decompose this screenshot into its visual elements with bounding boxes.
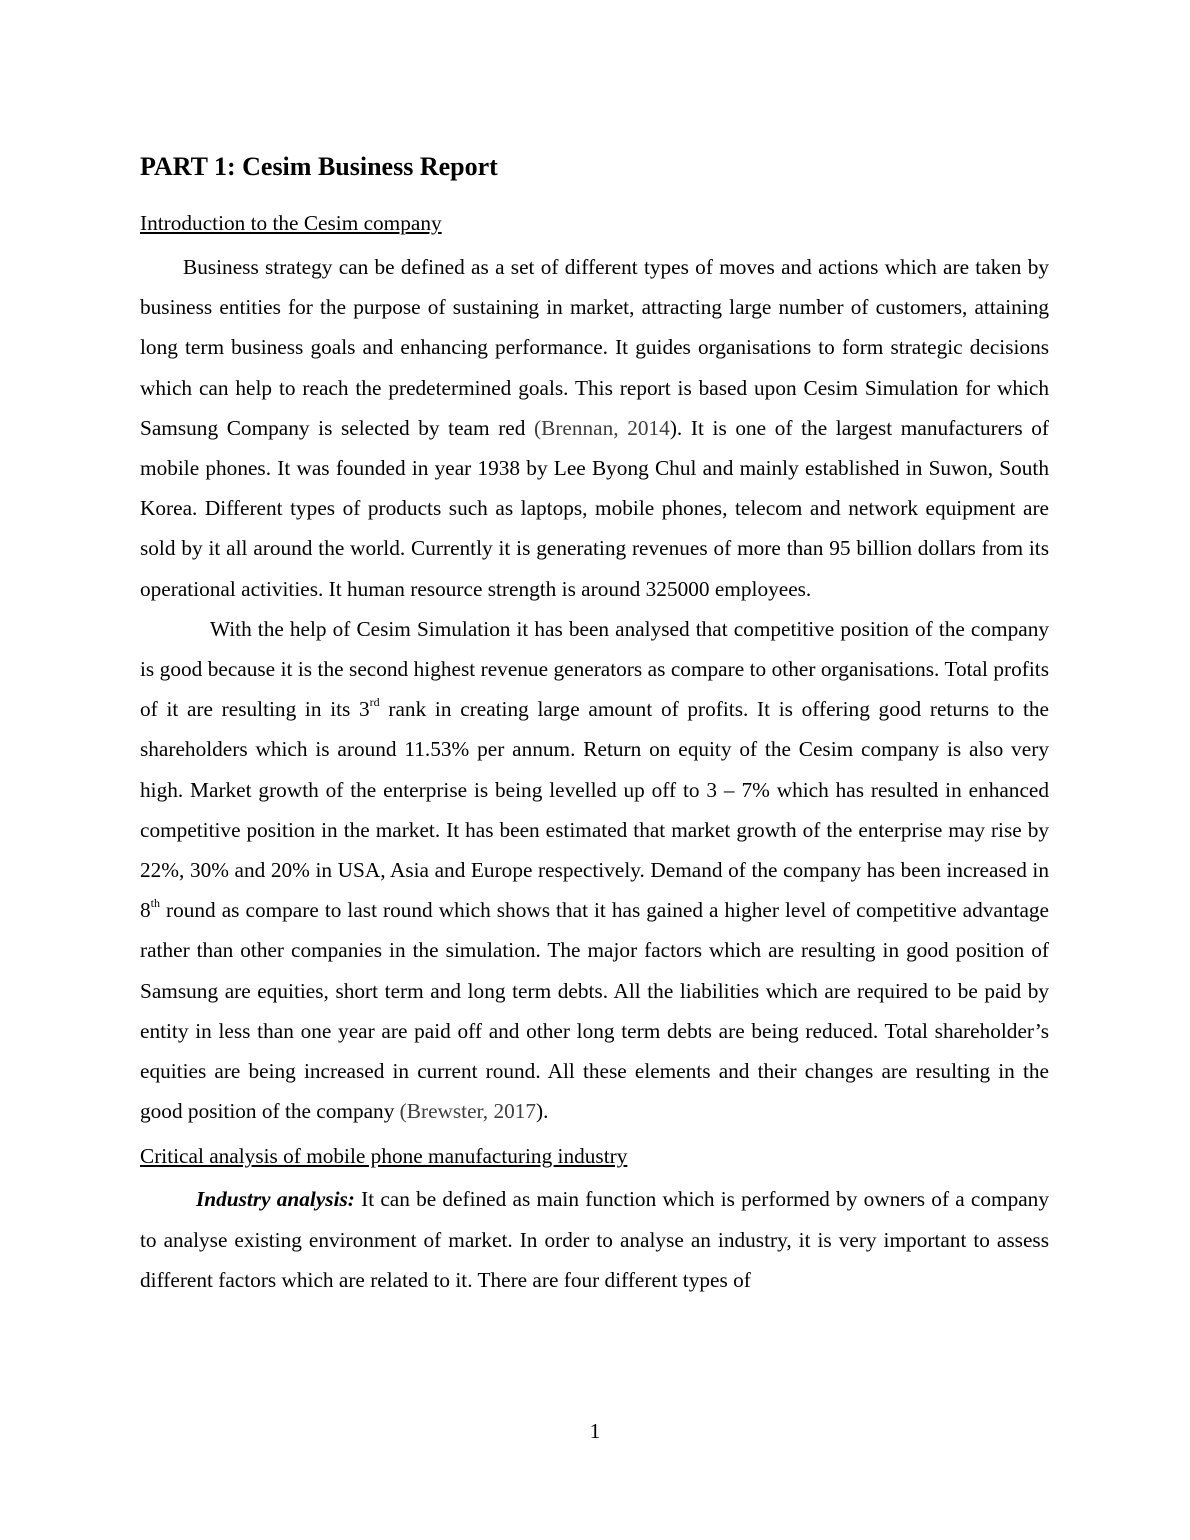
paragraph-industry-analysis bbox=[140, 1179, 1049, 1300]
citation-paren: ( bbox=[399, 1099, 407, 1124]
term-industry-analysis: Industry analysis: bbox=[196, 1187, 355, 1212]
ordinal-suffix: th bbox=[150, 896, 160, 911]
section-heading-introduction: Introduction to the Cesim company bbox=[140, 211, 442, 235]
paragraph-text: With the help of Cesim Simulation it has been analysed that competitive position of the company is good because it is the second highest revenue generators as compare to other organisations. Total profits of it are resulting in its 3 bbox=[140, 616, 1049, 722]
paragraph-text: ). It is one of the largest manufacturers of mobile phones. It was founded in year 1938 by Lee Byong Chul and mainly established in Suwon, South Korea. Different types of products such as laptops, mobile phones, telecom and network equipment are sold by it all around the world. Currently it is generating revenues of more than 95 billion dollars from its operational activities. It human resource strength is around 325000 employees. bbox=[140, 415, 1049, 601]
paragraph-business-strategy bbox=[140, 247, 1049, 609]
citation-brennan: Brennan, 2014 bbox=[541, 415, 670, 440]
paragraph-text: Business strategy can be defined as a set of different types of moves and actions which are taken by business entities for the purpose of sustaining in market, attracting large number of customers, attaining long term business goals and enhancing performance. It guides organisations to form strategic decisions which can help to reach the predetermined goals. This report is based upon Cesim Simulation for which Samsung Company is selected by team red bbox=[140, 255, 1049, 440]
paragraph-competitive-position bbox=[140, 609, 1049, 1132]
paragraph-text: rank in creating large amount of profits. It is offering good returns to the shareholders which is around 11.53% per annum. Return on equity of the Cesim company is also very high. Market growth of the enterprise is being levelled up off to 3 – 7% which has resulted in enhanced competitive position in the market. It has been estimated that market growth of the enterprise may rise by 22%, 30% and 20% in USA, Asia and Europe respectively. Demand of the company has been increased in 8 bbox=[140, 697, 1049, 923]
citation-close: ). bbox=[536, 1099, 549, 1124]
section-heading-critical-analysis: Critical analysis of mobile phone manufacturing industry bbox=[140, 1144, 628, 1169]
page-number: 1 bbox=[589, 1419, 601, 1443]
page-title: PART 1: Cesim Business Report bbox=[140, 152, 498, 181]
paragraph-text: It can be defined as main function which is performed by owners of a company to analyse existing environment of market. In order to analyse an industry, it is very important to assess different factors which are related to it. There are four different types of bbox=[140, 1187, 1049, 1292]
ordinal-suffix: rd bbox=[369, 695, 380, 710]
citation-brewster: Brewster, 2017 bbox=[406, 1099, 537, 1124]
paragraph-text: round as compare to last round which shows that it has gained a higher level of competitive advantage rather than other companies in the simulation. The major factors which are resulting in good position of Samsung are equities, short term and long term debts. All the liabilities which are required to be paid by entity in less than one year are paid off and other long term debts are being reduced. Total shareholder’s equities are being increased in current round. All these elements and their changes are resulting in the good position of the company bbox=[140, 898, 1049, 1124]
citation-paren: ( bbox=[534, 415, 542, 440]
document-page bbox=[140, 148, 1049, 1300]
